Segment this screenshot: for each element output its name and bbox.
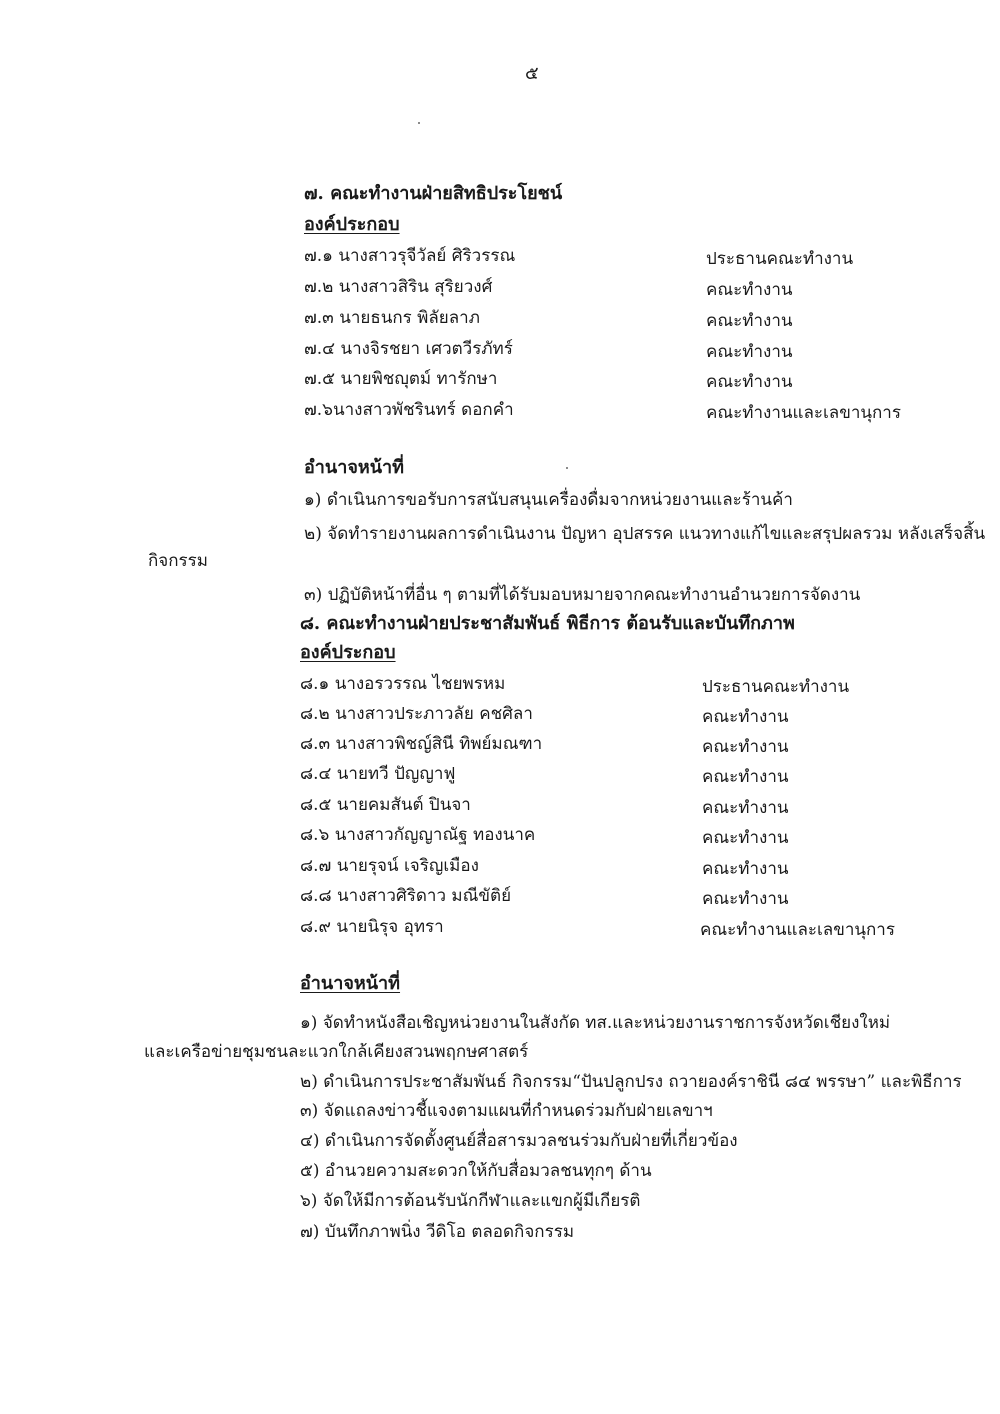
section7-duty: ๓) ปฏิบัติหน้าที่อื่น ๆ ตามที่ได้รับมอบหมายจากคณะทำงานอำนวยการจัดงาน [304, 585, 861, 605]
section8-duty: ๔) ดำเนินการจัดตั้งศูนย์สื่อสารมวลชนร่วมกับฝ่ายที่เกี่ยวข้อง [300, 1131, 738, 1151]
section8-member-role: คณะทำงานและเลขานุการ [700, 920, 895, 940]
section8-duty: ๓) จัดแถลงข่าวชี้แจงตามแผนที่กำหนดร่วมกับฝ่ายเลขาฯ [300, 1101, 713, 1121]
section8-member-role: คณะทำงาน [702, 767, 789, 787]
section7-members-heading: องค์ประกอบ [304, 214, 400, 235]
section7-duties-heading: อำนาจหน้าที่ [304, 457, 405, 478]
section7-duty: ๒) จัดทำรายงานผลการดำเนินงาน ปัญหา อุปสรรค แนวทางแก้ไขและสรุปผลรวม หลังเสร็จสิ้น [304, 524, 986, 544]
section7-member-name: ๗.๑ นางสาวรุจีวัลย์ ศิริวรรณ [304, 246, 516, 266]
section7-member-role: คณะทำงานและเลขานุการ [706, 403, 901, 423]
section8-member-role: คณะทำงาน [702, 798, 789, 818]
section8-member-role: คณะทำงาน [702, 707, 789, 727]
section8-title: ๘. คณะทำงานฝ่ายประชาสัมพันธ์ พิธีการ ต้อนรับและบันทึกภาพ [300, 613, 795, 634]
section8-member-name: ๘.๓ นางสาวพิชญ์สินี ทิพย์มณฑา [300, 734, 543, 754]
section7-title: ๗. คณะทำงานฝ่ายสิทธิประโยชน์ [304, 183, 563, 204]
scan-speck [418, 122, 420, 124]
section8-member-role: ประธานคณะทำงาน [702, 677, 850, 697]
section8-members-heading: องค์ประกอบ [300, 642, 396, 663]
section7-member-name: ๗.๒ นางสาวสิริน สุริยวงศ์ [304, 277, 493, 297]
section7-member-role: คณะทำงาน [706, 372, 793, 392]
section8-duty: ๕) อำนวยความสะดวกให้กับสื่อมวลชนทุกๆ ด้าน [300, 1161, 652, 1181]
section8-duty: ๖) จัดให้มีการต้อนรับนักกีฬาและแขกผู้มีเกียรติ [300, 1191, 641, 1211]
section8-duties-heading: อำนาจหน้าที่ [300, 973, 401, 994]
section8-member-name: ๘.๔ นายทวี ปัญญาฟู [300, 764, 456, 784]
section8-duty: ๗) บันทึกภาพนิ่ง วีดิโอ ตลอดกิจกรรม [300, 1222, 575, 1242]
section8-duty: ๑) จัดทำหนังสือเชิญหน่วยงานในสังกัด ทส.และหน่วยงานราชการจังหวัดเชียงใหม่ [300, 1013, 891, 1033]
section7-duty: ๑) ดำเนินการขอรับการสนับสนุนเครื่องดื่มจากหน่วยงานและร้านค้า [304, 490, 793, 510]
section8-member-role: คณะทำงาน [702, 889, 789, 909]
section7-member-role: คณะทำงาน [706, 280, 793, 300]
section8-member-name: ๘.๒ นางสาวประภาวลัย คชศิลา [300, 704, 533, 724]
scan-speck [566, 467, 568, 469]
section7-member-name: ๗.๓ นายธนกร พิลัยลาภ [304, 308, 480, 328]
section8-duty: ๒) ดำเนินการประชาสัมพันธ์ กิจกรรม“ปันปลูกปรง ถวายองค์ราชินี ๘๔ พรรษา” และพิธีการ [300, 1072, 962, 1092]
section8-duty-continuation: และเครือข่ายชุมชนละแวกใกล้เคียงสวนพฤกษศาสตร์ [144, 1042, 529, 1062]
section8-member-name: ๘.๘ นางสาวศิริดาว มณีขัติย์ [300, 886, 512, 906]
section7-member-name: ๗.๔ นางจิรชยา เศวตวีรภัทร์ [304, 339, 513, 359]
section8-member-name: ๘.๑ นางอรวรรณ ไชยพรหม [300, 674, 506, 694]
section7-member-name: ๗.๕ นายพิชญุตม์ ทารักษา [304, 369, 498, 389]
section7-member-name: ๗.๖นางสาวพัชรินทร์ ดอกคำ [304, 400, 514, 420]
section8-member-role: คณะทำงาน [702, 828, 789, 848]
page-number: ๕ [525, 63, 539, 84]
section7-duty-continuation: กิจกรรม [148, 551, 209, 571]
section8-member-role: คณะทำงาน [702, 859, 789, 879]
section7-member-role: คณะทำงาน [706, 311, 793, 331]
section7-member-role: คณะทำงาน [706, 342, 793, 362]
section7-member-role: ประธานคณะทำงาน [706, 249, 854, 269]
section8-member-role: คณะทำงาน [702, 737, 789, 757]
section8-member-name: ๘.๖ นางสาวกัญญาณัฐ ทองนาค [300, 825, 536, 845]
section8-member-name: ๘.๗ นายรุจน์ เจริญเมือง [300, 856, 479, 876]
section8-member-name: ๘.๕ นายคมสันต์ ปินจา [300, 795, 471, 815]
section8-member-name: ๘.๙ นายนิรุจ อุทรา [300, 917, 444, 937]
